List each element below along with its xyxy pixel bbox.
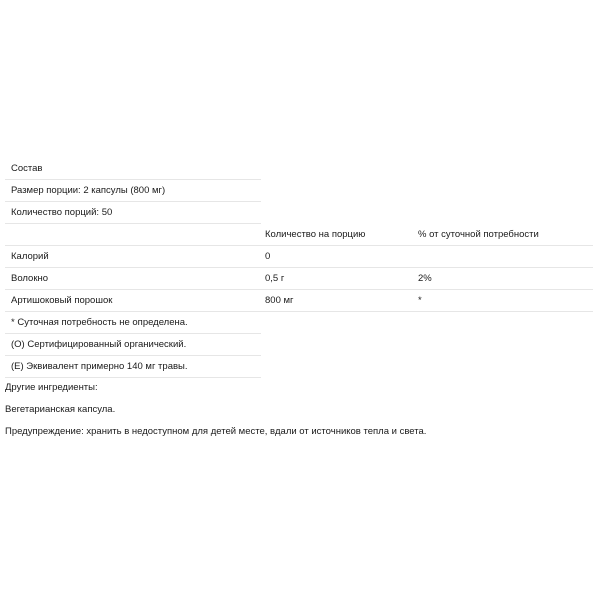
footnote-text: (O) Сертифицированный органический.: [11, 339, 187, 350]
table-header-row: [5, 224, 593, 246]
table-row: [5, 246, 593, 268]
facts-title: Состав: [11, 163, 43, 174]
daily-value-header: % от суточной потребности: [418, 229, 539, 240]
footnote-row: [5, 312, 261, 334]
footnote-text: (E) Эквивалент примерно 140 мг травы.: [11, 361, 188, 372]
nutrient-dv: *: [418, 295, 422, 306]
footnote-row: [5, 356, 261, 378]
serving-size: Размер порции: 2 капсулы (800 мг): [11, 185, 166, 196]
table-row: [5, 268, 593, 290]
nutrient-dv: 2%: [418, 273, 432, 284]
nutrient-name: Калорий: [11, 251, 49, 262]
supplement-facts-table: [5, 158, 593, 378]
servings-row: [5, 202, 261, 224]
footnote-row: [5, 334, 261, 356]
nutrient-amount: 0,5 г: [265, 273, 285, 284]
nutrient-amount: 800 мг: [265, 295, 294, 306]
servings-count: Количество порций: 50: [11, 207, 113, 218]
nutrient-name: Волокно: [11, 273, 49, 284]
footnote-text: * Суточная потребность не определена.: [11, 317, 188, 328]
table-row: [5, 290, 593, 312]
facts-title-row: [5, 158, 261, 180]
other-ingredients-text: Вегетарианская капсула.: [5, 404, 116, 415]
other-ingredients-heading: Другие ингредиенты:: [5, 382, 98, 393]
serving-size-row: [5, 180, 261, 202]
amount-header: Количество на порцию: [265, 229, 366, 240]
nutrient-amount: 0: [265, 251, 271, 262]
warning-text: Предупреждение: хранить в недоступном для детей месте, вдали от источников тепла и света.: [5, 426, 427, 437]
nutrient-name: Артишоковый порошок: [11, 295, 113, 306]
